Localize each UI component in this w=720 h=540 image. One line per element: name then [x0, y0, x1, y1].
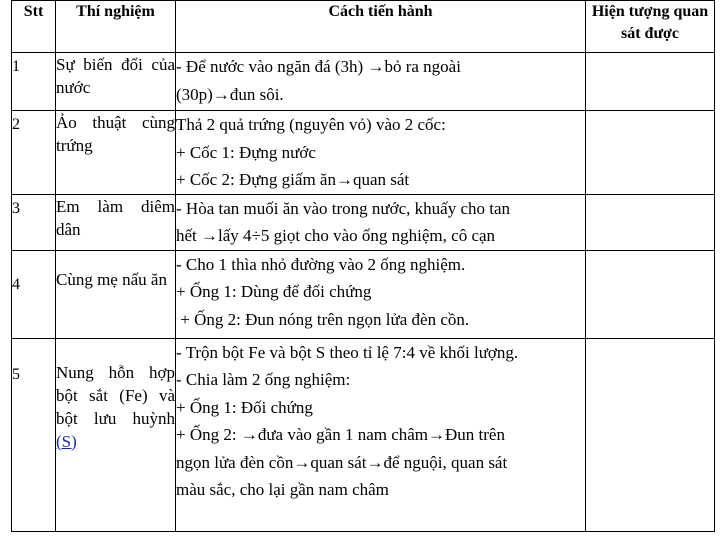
procedure-line: + Ống 1: Dùng để đối chứng [176, 282, 372, 301]
procedure-cell [176, 194, 586, 250]
procedure-line: - Để nước vào ngăn đá (3h) →bỏ ra ngoài [176, 57, 461, 76]
row-number: 3 [12, 194, 56, 250]
header-observation: Hiện tượng quan sát được [586, 1, 715, 53]
header-experiment: Thí nghiệm [56, 1, 176, 53]
table-row [12, 194, 715, 250]
procedure-line: màu sắc, cho lại gần nam châm [176, 480, 389, 499]
procedure-line: + Ống 2: →đưa vào gần 1 nam châm→Đun trên [176, 425, 505, 444]
experiment-name: Cùng mẹ nấu ăn [56, 250, 176, 338]
row-number: 4 [12, 250, 56, 338]
procedure-line: (30p)→đun sôi. [176, 84, 284, 104]
procedure-line: - Hòa tan muối ăn vào trong nước, khuấy cho tan [176, 198, 511, 218]
element-link[interactable]: (S) [56, 431, 77, 451]
table-row [12, 250, 715, 338]
observation-cell[interactable] [586, 111, 715, 195]
experiment-name-text: Nung hỗn hợp bột sắt (Fe) và bột lưu huỳnh [56, 362, 175, 428]
procedure-cell [176, 53, 586, 111]
table-row [12, 53, 715, 111]
procedure-cell [176, 111, 586, 195]
experiment-name [56, 338, 176, 531]
row-number: 5 [12, 338, 56, 531]
observation-cell[interactable] [586, 338, 715, 531]
experiment-name: Ảo thuật cùng trứng [56, 111, 176, 195]
observation-cell[interactable] [586, 194, 715, 250]
procedure-line: Thả 2 quả trứng (nguyên vỏ) vào 2 cốc: [176, 115, 446, 134]
procedure-line: - Chia làm 2 ống nghiệm: [176, 370, 351, 389]
procedure-line: + Cốc 2: Đựng giấm ăn→quan sát [176, 170, 410, 189]
experiment-name: Em làm diêm dân [56, 194, 176, 250]
procedure-line: + Ống 1: Đối chứng [176, 397, 313, 417]
row-number: 2 [12, 111, 56, 195]
procedure-line: - Cho 1 thìa nhỏ đường vào 2 ống nghiệm. [176, 254, 466, 274]
procedure-line: + Ống 2: Đun nóng trên ngọn lửa đèn cồn. [176, 309, 470, 329]
procedure-line: - Trộn bột Fe và bột S theo tỉ lệ 7:4 về khối lượng. [176, 342, 519, 362]
procedure-line: + Cốc 1: Đựng nước [176, 142, 316, 162]
procedure-cell [176, 338, 586, 531]
procedure-line: ngọn lửa đèn cồn→quan sát→để nguội, quan sát [176, 452, 508, 472]
experiment-name: Sự biến đổi của nước [56, 53, 176, 111]
row-number: 1 [12, 53, 56, 111]
procedure-line: hết →lấy 4÷5 giọt cho vào ống nghiệm, cô cạn [176, 226, 496, 245]
header-procedure: Cách tiến hành [176, 1, 586, 53]
procedure-cell [176, 250, 586, 338]
table-row [12, 111, 715, 195]
observation-cell[interactable] [586, 250, 715, 338]
table-row [12, 338, 715, 531]
header-stt: Stt [12, 1, 56, 53]
header-row [12, 1, 715, 53]
observation-cell[interactable] [586, 53, 715, 111]
experiment-table [11, 0, 715, 532]
